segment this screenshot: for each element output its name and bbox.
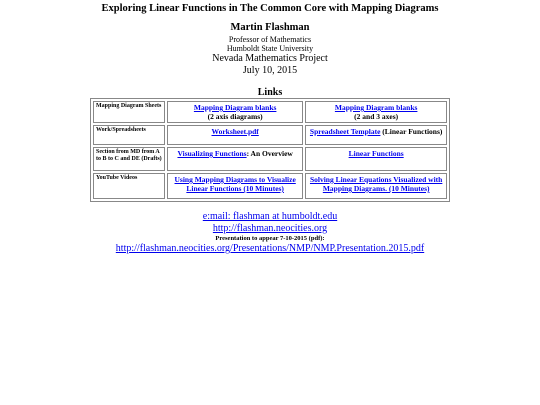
row-label: Mapping Diagram Sheets [93,101,165,123]
table-row [93,173,447,199]
page-title: Exploring Linear Functions in The Common Core with Mapping Diagrams [101,3,439,14]
cell-text: : An Overview [246,149,293,158]
cell-text: (Linear Functions) [380,127,443,136]
email-link[interactable]: e:mail: flashman at humboldt.edu [202,211,338,222]
website-link[interactable]: http://flashman.neocities.org [212,223,328,234]
row-label: Section from MD from A to B to C and DE (Drafts) [93,147,165,171]
presentation-pdf-link[interactable]: http://flashman.neocities.org/Presentations/NMP/NMP.Presentation.2015.pdf [115,243,425,254]
row-label: Work/Spreadsheets [93,125,165,145]
author-role: Professor of Mathematics [228,35,312,44]
presentation-note: Presentation to appear 7-10-2015 (pdf): [215,235,325,242]
spreadsheet-template-link[interactable]: Spreadsheet Template [309,127,381,136]
author-university: Humboldt State University [226,44,314,53]
mapping-diagram-blanks-3axis-link[interactable]: Mapping Diagram blanks [334,103,418,112]
event-date: July 10, 2015 [242,65,298,76]
links-table [90,98,450,202]
table-cell [167,147,303,171]
cell-text: (2 and 3 axes) [354,112,399,121]
links-heading: Links [257,87,283,98]
mapping-diagram-blanks-2axis-link[interactable]: Mapping Diagram blanks [193,103,277,112]
table-cell [167,101,303,123]
table-cell [305,125,447,145]
table-cell [167,125,303,145]
event-name: Nevada Mathematics Project [212,53,328,64]
table-row [93,147,447,171]
cell-text: (2 axis diagrams) [207,112,263,121]
table-cell [305,147,447,171]
visualizing-functions-link[interactable]: Visualizing Functions [177,149,247,158]
youtube-video-link-solving[interactable]: Solving Linear Equations Visualized with Mapping Diagrams. (10 Minutes) [309,175,443,193]
youtube-video-link-visualize[interactable]: Using Mapping Diagrams to Visualize Linear Functions (10 Minutes) [174,175,296,193]
table-cell [167,173,303,199]
author-name: Martin Flashman [230,22,310,33]
table-cell [305,173,447,199]
table-row [93,125,447,145]
table-cell [305,101,447,123]
linear-functions-link[interactable]: Linear Functions [348,149,404,158]
table-row [93,101,447,123]
worksheet-link[interactable]: Worksheet.pdf [211,127,259,136]
row-label: YouTube Videos [93,173,165,199]
